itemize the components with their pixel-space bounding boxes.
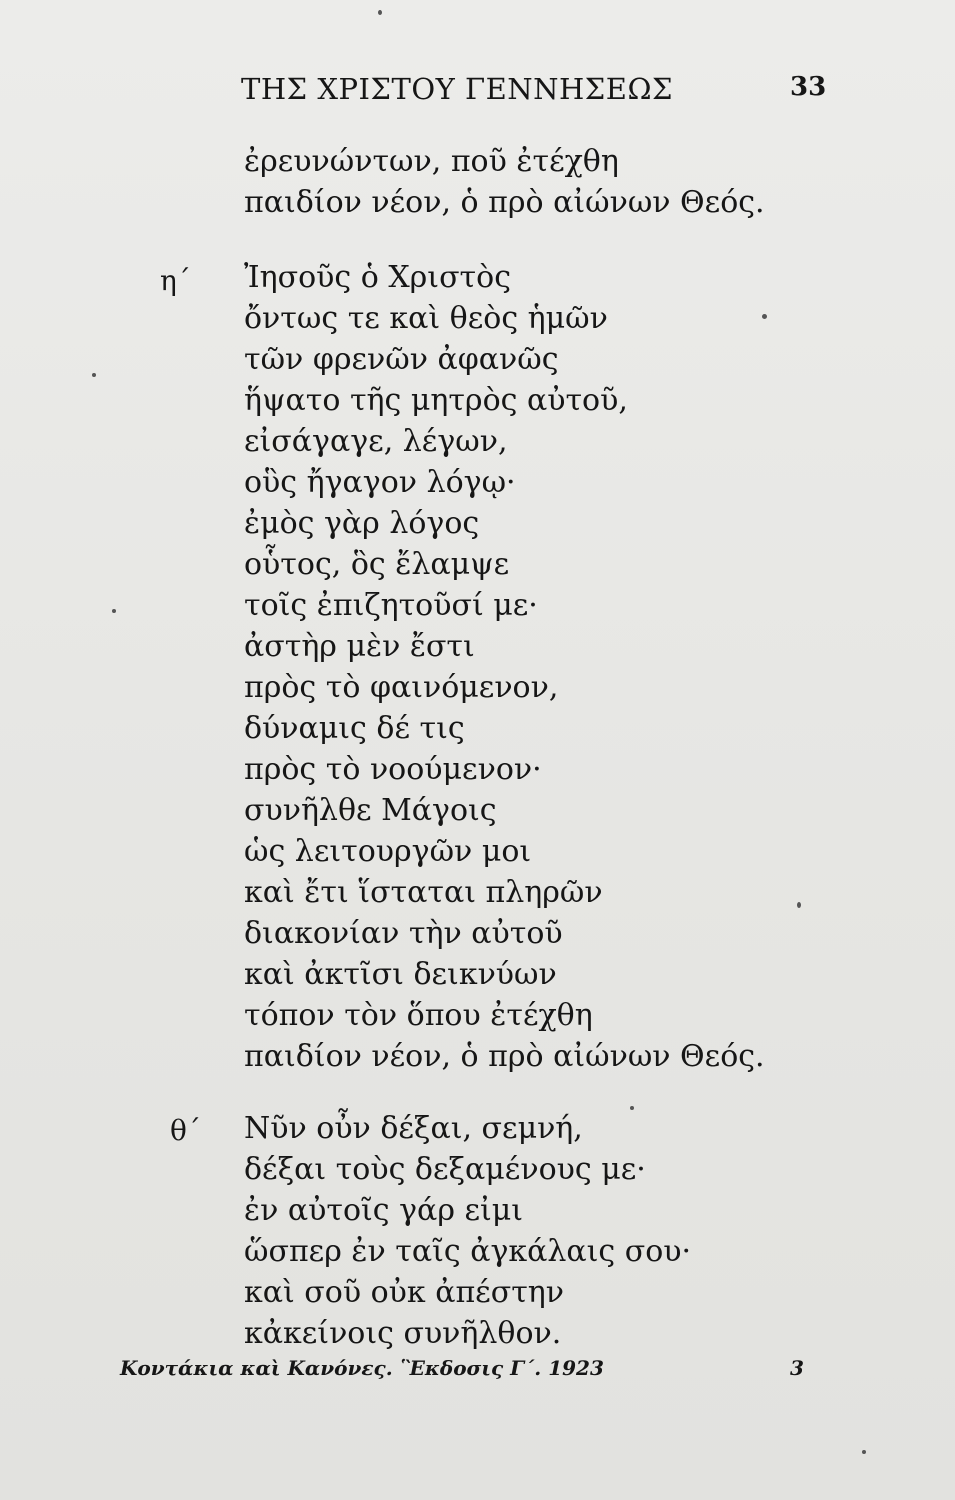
print-speck [762, 314, 767, 319]
print-speck [862, 1450, 866, 1454]
running-title: ΤΗΣ ΧΡΙΣΤΟΥ ΓΕΝΝΗΣΕΩΣ [241, 72, 674, 106]
verse-line: ἥψατο τῆς μητρὸς αὐτοῦ, [244, 383, 628, 418]
print-speck [797, 902, 801, 908]
stanza-marker-eta: η΄ [160, 264, 191, 297]
verse-line: Ἰησοῦς ὁ Χριστὸς [244, 260, 512, 295]
verse-line: συνῆλθε Μάγοις [244, 793, 497, 828]
verse-line: δέξαι τοὺς δεξαμένους με· [244, 1152, 646, 1187]
verse-line: ἀστὴρ μὲν ἔστι [244, 629, 475, 664]
verse-line: εἰσάγαγε, λέγων, [244, 424, 508, 459]
stanza-marker-theta: θ΄ [170, 1114, 201, 1147]
verse-line: Νῦν οὖν δέξαι, σεμνή, [244, 1111, 583, 1146]
print-speck [112, 609, 116, 613]
verse-line: ἐν αὐτοῖς γάρ εἰμι [244, 1193, 524, 1228]
print-speck [630, 1106, 634, 1110]
printer-signature: 3 [790, 1356, 804, 1380]
intro-line: παιδίον νέον, ὁ πρὸ αἰώνων Θεός. [244, 185, 765, 220]
verse-line: δύναμις δέ τις [244, 711, 465, 746]
verse-line: καὶ ἔτι ἵσταται πληρῶν [244, 875, 603, 910]
print-speck [92, 373, 96, 377]
verse-line: τῶν φρενῶν ἀφανῶς [244, 342, 559, 377]
print-speck [378, 10, 382, 15]
verse-line: πρὸς τὸ φαινόμενον, [244, 670, 559, 705]
verse-line: οὗτος, ὃς ἔλαμψε [244, 547, 510, 582]
verse-line: κἀκείνοις συνῆλθον. [244, 1316, 562, 1351]
verse-line: καὶ σοῦ οὐκ ἀπέστην [244, 1275, 565, 1310]
page-number: 33 [790, 72, 827, 102]
verse-line: οὓς ἤγαγον λόγῳ· [244, 465, 516, 500]
verse-line: παιδίον νέον, ὁ πρὸ αἰώνων Θεός. [244, 1039, 765, 1074]
verse-line: πρὸς τὸ νοούμενον· [244, 752, 542, 787]
verse-line: διακονίαν τὴν αὐτοῦ [244, 916, 563, 951]
verse-line: ὄντως τε καὶ θεὸς ἡμῶν [244, 301, 608, 336]
verse-line: καὶ ἀκτῖσι δεικνύων [244, 957, 557, 992]
publication-footer: Κοντάκια καὶ Κανόνες. ῝Εκδοσις Γ΄. 1923 [120, 1356, 604, 1380]
verse-line: ὥσπερ ἐν ταῖς ἀγκάλαις σου· [244, 1234, 692, 1269]
intro-line: ἐρευνώντων, ποῦ ἐτέχθη [244, 144, 619, 179]
verse-line: ὡς λειτουργῶν μοι [244, 834, 532, 869]
verse-line: ἐμὸς γὰρ λόγος [244, 506, 480, 541]
verse-line: τόπον τὸν ὅπου ἐτέχθη [244, 998, 593, 1033]
verse-line: τοῖς ἐπιζητοῦσί με· [244, 588, 538, 623]
